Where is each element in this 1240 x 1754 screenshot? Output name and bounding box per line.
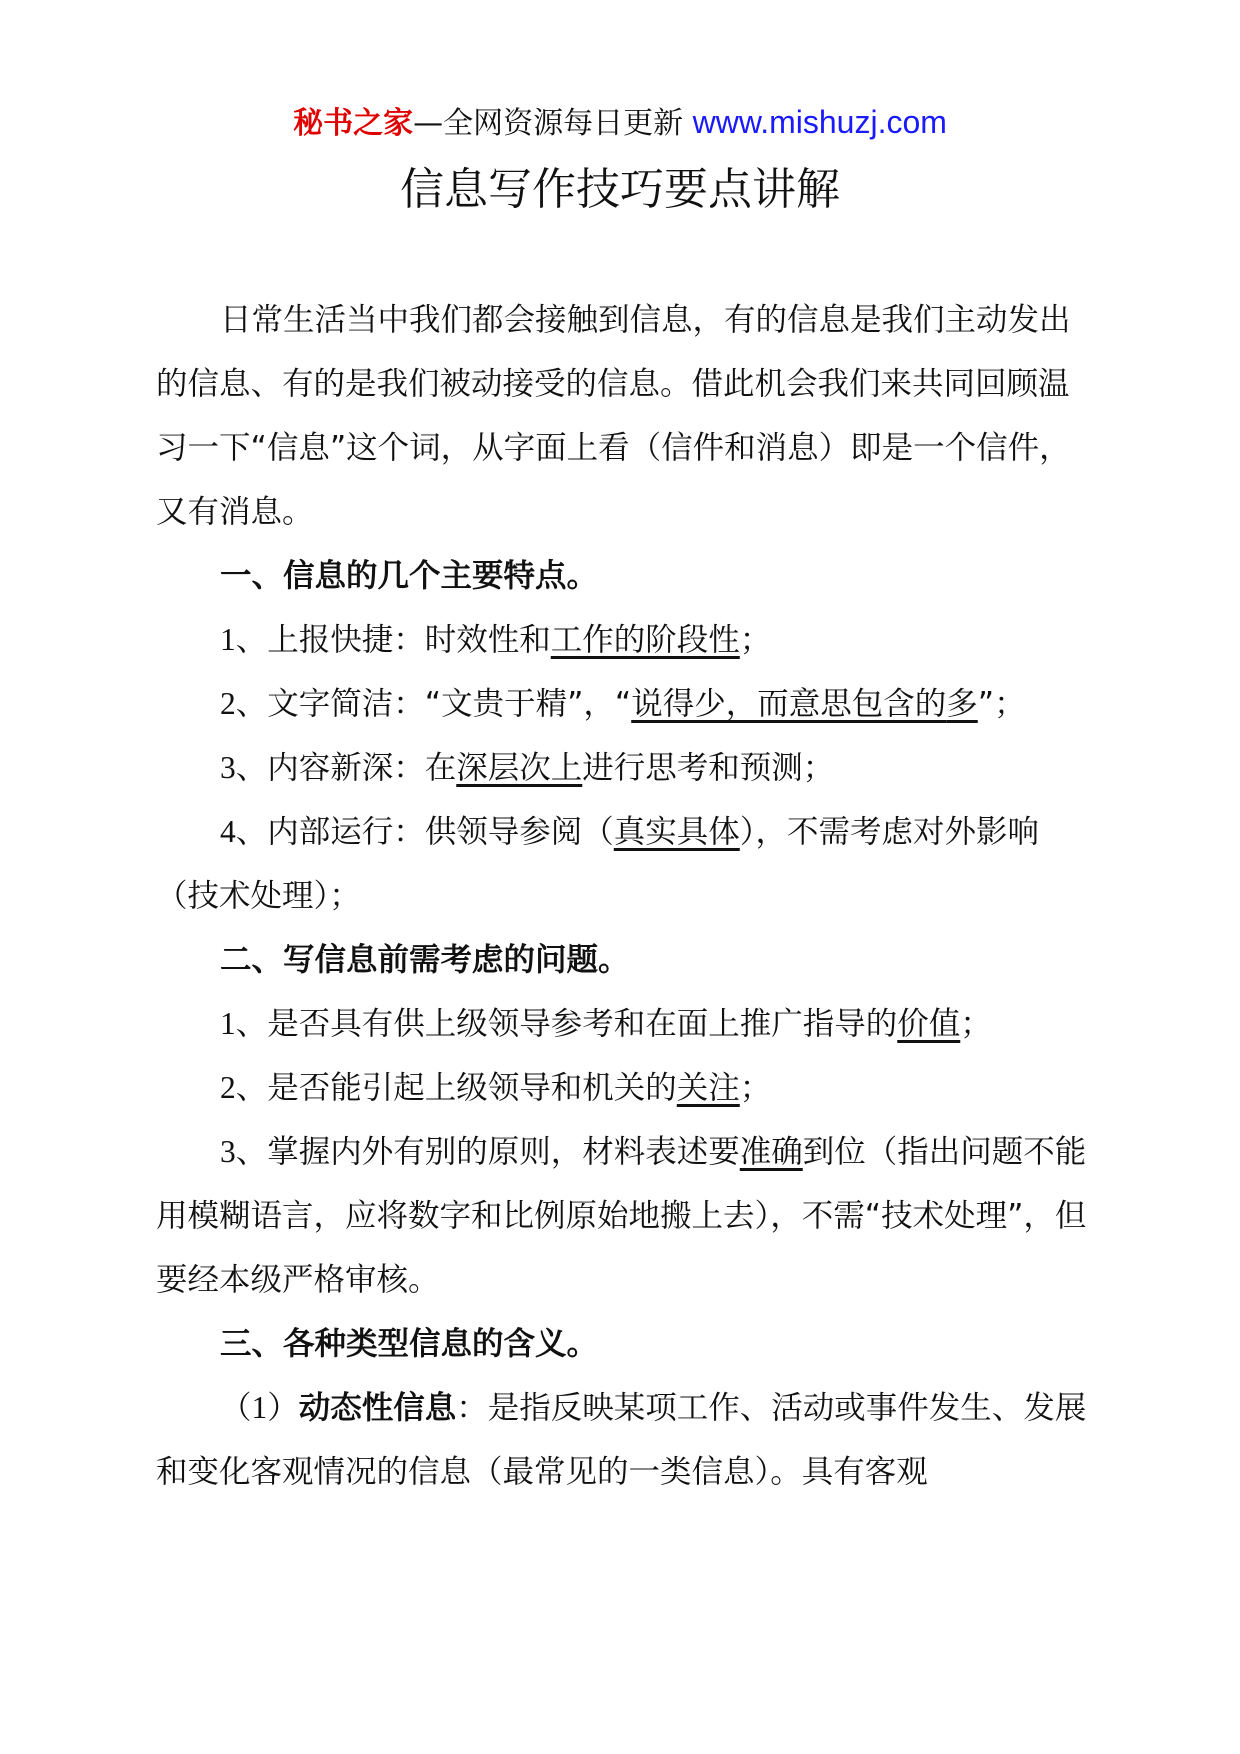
item-number: 1 [220, 1006, 236, 1041]
site-url-link[interactable]: www.mishuzj.com [692, 104, 947, 140]
list-item [156, 1376, 1088, 1504]
intro-paragraph [156, 288, 1088, 544]
underlined-text: 关注 [676, 1070, 740, 1106]
item-text: 、内容新深：在 [235, 750, 457, 786]
underlined-text: 深层次上 [456, 750, 583, 786]
term-bold: 动态性信息 [298, 1390, 457, 1426]
item-paren: ） [267, 1390, 299, 1426]
item-number: 3 [220, 750, 236, 785]
item-text: 、上报快捷：时效性和 [235, 622, 551, 658]
underlined-text: 多 [946, 686, 978, 722]
section-heading: 三、各种类型信息的含义。 [220, 1326, 599, 1362]
underlined-text: 工作的阶段性 [550, 622, 740, 658]
document-body [156, 288, 1088, 1504]
item-number: 1 [251, 1390, 268, 1425]
brand-name: 秘书之家 [293, 106, 414, 141]
item-text: 进行思考和预测； [582, 750, 835, 786]
item-text: 、内部运行：供领导参阅（ [235, 814, 614, 850]
document-title: 信息写作技巧要点讲解 [400, 164, 840, 215]
intro-line: 同回顾温习一下“信息”这个词，从字面上看（信件和消息） [156, 366, 1070, 466]
item-text: 到位（指出问题 [802, 1134, 1024, 1170]
underlined-text: 准确 [739, 1134, 803, 1170]
underlined-text: 价值 [897, 1006, 961, 1042]
item-number: 3 [220, 1134, 236, 1169]
intro-line: 日常生活当中我们都会接触到信息，有的信息是我们主动 [220, 302, 1008, 338]
list-item [156, 800, 1088, 928]
item-text: 、是否能引起上级领导和机关的 [235, 1070, 677, 1106]
item-number: 2 [220, 686, 236, 721]
list-item [156, 992, 1088, 1056]
item-number: 1 [220, 622, 236, 657]
underlined-text: 真实具体 [613, 814, 740, 850]
item-text: ：是指反映某项工作、活动或事件发生、 [456, 1390, 1024, 1426]
item-text: 术处理”，但要经本级严格审核。 [156, 1198, 1087, 1298]
item-text: 、掌握内外有别的原则，材料表述要 [235, 1134, 740, 1170]
item-paren: （ [220, 1390, 252, 1426]
item-text: ； [960, 1006, 992, 1042]
header-tagline: —全网资源每日更新 [413, 106, 684, 141]
list-item [156, 672, 1088, 736]
intro-line: 即是一个信件，又有消息。 [156, 430, 1071, 530]
item-number: 4 [220, 814, 236, 849]
item-text: 不能用模糊语言，应将数字和比例原始地搬上去），不需“技 [156, 1134, 1087, 1234]
item-text: ； [739, 1070, 772, 1106]
item-text: 响（技术处理）； [156, 814, 1040, 914]
list-item [156, 1056, 1088, 1120]
list-item [156, 1120, 1088, 1312]
item-text: ”； [977, 686, 1026, 722]
item-text: ； [739, 622, 772, 658]
underlined-text: 说得少，而意思包含的 [631, 686, 947, 722]
section-heading: 一、信息的几个主要特点。 [220, 558, 599, 594]
item-text: 、是否具有供上级领导参考和在面上推广指导的 [235, 1006, 898, 1042]
item-text: 发展和变化客观情况的信息（最常见的一类信息）。具有客观 [156, 1390, 1087, 1490]
item-text: ），不需考虑对外影 [739, 814, 1008, 850]
list-item [156, 608, 1088, 672]
list-item [156, 736, 1088, 800]
item-number: 2 [220, 1070, 236, 1105]
item-text: 、文字简洁：“文贵于精”，“ [235, 686, 632, 722]
site-header [0, 102, 1240, 144]
intro-line: 发出的信息、有的是我们被动接受的信息。借此机会我们来共 [156, 302, 1071, 402]
section-heading: 二、写信息前需考虑的问题。 [220, 942, 630, 978]
